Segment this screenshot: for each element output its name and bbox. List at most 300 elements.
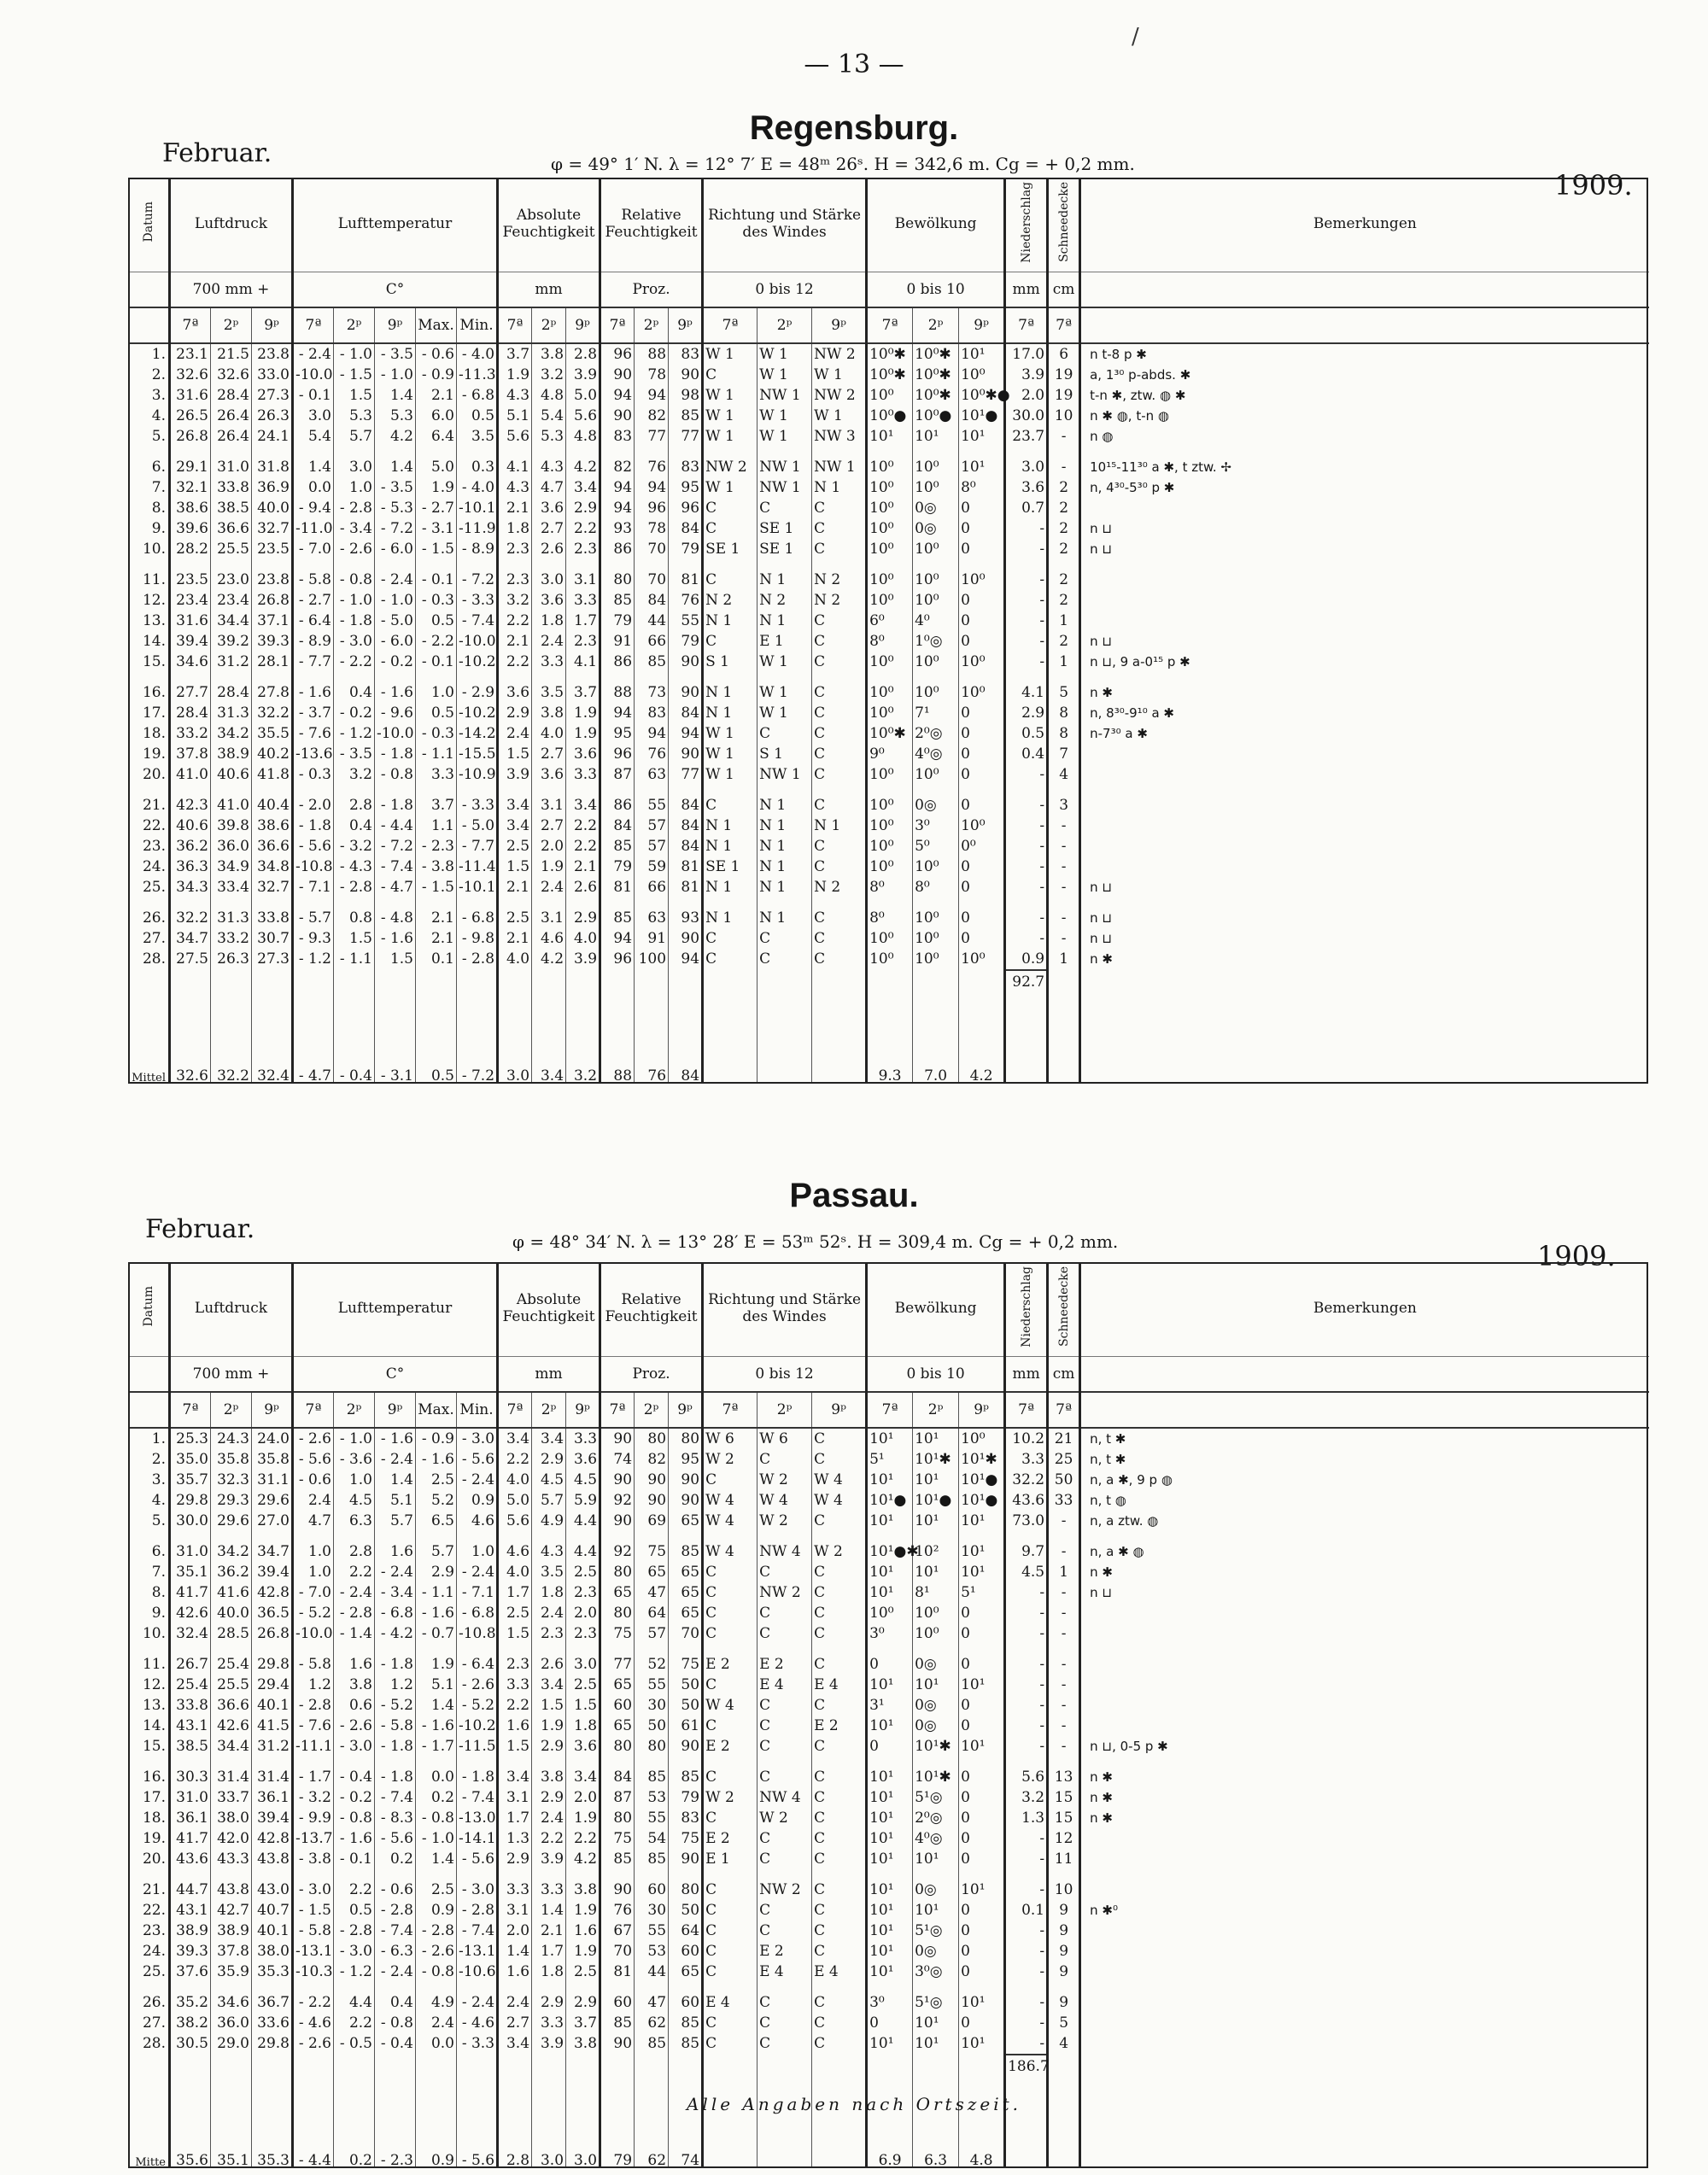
value-cell: 31.3 [211,908,252,928]
date-cell: 28. [129,949,170,970]
value-cell: 4 [1048,764,1080,785]
remark-cell: n, t ◍ [1080,1490,1649,1511]
remark-cell: n ⊔ [1080,908,1649,928]
value-cell: 11 [1048,1849,1080,1869]
value-cell: 2 [1048,477,1080,498]
remark-cell [1080,2013,1649,2033]
empty-cell [252,970,293,993]
row-gap [334,1644,375,1654]
value-cell: - 5.8 [375,1716,416,1736]
value-cell: 34.9 [211,857,252,877]
value-cell: 3.8 [566,1880,600,1900]
value-cell: 94 [669,949,703,970]
value-cell: 10¹● [959,406,1005,426]
value-cell: 88 [600,682,635,703]
value-cell: 75 [600,1623,635,1644]
unit-label: 700 mm + [170,1357,293,1393]
value-cell: - 3.0 [457,1428,498,1449]
value-cell: 43.0 [252,1880,293,1900]
table-row [129,1828,1649,1849]
value-cell: 3.7 [566,2013,600,2033]
value-cell: 21 [1048,1428,1080,1449]
value-cell: 39.6 [170,518,211,539]
empty-cell [375,993,416,1053]
row-gap [600,447,635,457]
row-gap [757,1982,812,1992]
empty-cell [334,2055,375,2078]
value-cell: C [812,611,867,631]
value-cell: 40.4 [252,795,293,816]
value-cell: 57 [635,1623,669,1644]
row-gap [252,1869,293,1880]
row-gap [635,672,669,682]
value-cell: 63 [635,908,669,928]
value-cell: 0 [959,1654,1005,1675]
value-cell: 3.1 [566,570,600,590]
term-label: 9ᵖ [566,307,600,343]
mean-value: - 4.4 [293,2137,334,2168]
row-gap [703,447,757,457]
value-cell: 35.7 [170,1470,211,1490]
value-cell: 10¹ [913,1675,959,1695]
value-cell: - 2.7 [293,590,334,611]
value-cell: 64 [635,1603,669,1623]
row-gap [566,447,600,457]
value-cell: 3.1 [532,908,566,928]
row-gap [867,1644,913,1654]
value-cell: 3.2 [498,590,532,611]
mean-label: Mitte [129,2137,170,2168]
value-cell: 35.5 [252,723,293,744]
col-header-relative-feuchtigkeit-text: Relative Feuchtigkeit [605,1291,698,1325]
value-cell: 35.8 [252,1449,293,1470]
value-cell: 9.7 [1005,1541,1048,1562]
value-cell: 3⁰ [867,1623,913,1644]
value-cell: 2.2 [566,836,600,857]
remark-cell: n ✱ [1080,949,1649,970]
row-gap [1005,672,1048,682]
row-gap [757,447,812,457]
remark-cell: n ⊔ [1080,539,1649,559]
term-label: Max. [416,1392,457,1428]
empty-cell [170,993,211,1053]
value-cell: - [1048,1623,1080,1644]
mean-value [757,1053,812,1084]
value-cell: 1.6 [498,1962,532,1982]
value-cell: - 5.7 [293,908,334,928]
mean-value: 0.2 [334,2137,375,2168]
row-gap [959,1869,1005,1880]
value-cell: - [1048,816,1080,836]
row-gap [600,559,635,570]
value-cell: - 5.0 [457,816,498,836]
value-cell: - 7.4 [457,1921,498,1941]
value-cell: 26.3 [252,406,293,426]
value-cell: 91 [635,928,669,949]
table-row [129,611,1649,631]
remark-cell [1080,590,1649,611]
value-cell: 41.8 [252,764,293,785]
row-gap [913,897,959,908]
value-cell: 5.1 [498,406,532,426]
value-cell: W 4 [703,1490,757,1511]
value-cell: 3.6 [532,764,566,785]
row-gap [635,1869,669,1880]
value-cell: 53 [635,1941,669,1962]
value-cell: - 1.8 [375,1736,416,1757]
value-cell: 82 [600,457,635,477]
date-cell: 9. [129,1603,170,1623]
value-cell: - [1005,652,1048,672]
value-cell: C [703,1921,757,1941]
value-cell: 90 [669,1490,703,1511]
term-label: 7ª [703,307,757,343]
empty-cell [416,970,457,993]
value-cell: - 2.6 [334,539,375,559]
remark-cell [1080,1675,1649,1695]
value-cell: 10⁰ [913,764,959,785]
row-gap [211,447,252,457]
empty-cell [635,970,669,993]
value-cell: 79 [600,857,635,877]
value-cell: 10⁰ [867,539,913,559]
value-cell: 32.2 [252,703,293,723]
value-cell: SE 1 [757,518,812,539]
value-cell: 0 [959,703,1005,723]
table-row [129,590,1649,611]
value-cell: - 9.3 [293,928,334,949]
table-row [129,1511,1649,1531]
value-cell: 4.0 [498,1470,532,1490]
value-cell: - [1048,1603,1080,1623]
remark-cell [1080,816,1649,836]
value-cell: 10¹ [959,457,1005,477]
value-cell: 38.9 [211,1921,252,1941]
value-cell: N 2 [757,590,812,611]
value-cell: C [812,1603,867,1623]
term-label: 9ᵖ [812,1392,867,1428]
value-cell: 86 [600,539,635,559]
value-cell: - 0.4 [334,1767,375,1787]
value-cell: 84 [669,795,703,816]
mean-value: 6.3 [913,2137,959,2168]
term-label: 7ª [498,1392,532,1428]
value-cell: -10.0 [457,631,498,652]
empty-cell [416,2055,457,2078]
value-cell: C [812,682,867,703]
value-cell: C [757,949,812,970]
value-cell: -10.2 [457,703,498,723]
row-gap [812,1757,867,1767]
value-cell: 44 [635,611,669,631]
value-cell: 1.4 [375,385,416,406]
date-cell: 1. [129,343,170,365]
value-cell: C [757,1449,812,1470]
value-cell: - 1.6 [375,1428,416,1449]
value-cell: 70 [669,1623,703,1644]
col-header-datum [129,1262,170,1357]
mean-value: 32.6 [170,1053,211,1084]
value-cell: 41.6 [211,1582,252,1603]
value-cell: 3.0 [566,1654,600,1675]
value-cell: 0 [959,795,1005,816]
table-row [129,457,1649,477]
value-cell: 55 [635,795,669,816]
table-row [129,539,1649,559]
value-cell: 33.4 [211,877,252,897]
value-cell: 80 [635,1428,669,1449]
value-cell: - 2.4 [293,343,334,365]
value-cell: 2 [1048,539,1080,559]
value-cell: 31.8 [252,457,293,477]
row-gap [532,1982,566,1992]
col-header-wind-text: Richtung und Stärke des Windes [708,1291,862,1325]
row-gap [457,1869,498,1880]
empty-cell [1048,1053,1080,1084]
col-header-schneedecke-text: Schneedecke [1056,1266,1071,1348]
table-row [129,385,1649,406]
term-label: 7ª [1005,307,1048,343]
value-cell: 4.7 [532,477,566,498]
value-cell: 43.1 [170,1716,211,1736]
table-row [129,816,1649,836]
value-cell: - 0.8 [375,764,416,785]
row-gap [703,897,757,908]
value-cell: 0.6 [334,1695,375,1716]
value-cell: W 1 [812,365,867,385]
row-gap [457,559,498,570]
value-cell: 32.7 [252,518,293,539]
remark-cell: n, a ✱ ◍ [1080,1541,1649,1562]
value-cell: C [757,1767,812,1787]
value-cell: N 2 [812,570,867,590]
value-cell: - 3.1 [416,518,457,539]
value-cell: 4.2 [566,1849,600,1869]
value-cell: 3.4 [498,2033,532,2055]
value-cell: 2.9 [532,1787,566,1808]
value-cell: -10.9 [457,764,498,785]
value-cell: 2.1 [498,928,532,949]
value-cell: - 2.6 [416,1941,457,1962]
value-cell: N 1 [757,877,812,897]
value-cell: 81 [669,857,703,877]
table-row [129,723,1649,744]
row-gap [959,1531,1005,1541]
term-label: 7ª [170,307,211,343]
value-cell: 43.6 [1005,1490,1048,1511]
value-cell: - 7.2 [457,570,498,590]
value-cell: 0 [959,1787,1005,1808]
term-label: 2ᵖ [913,1392,959,1428]
value-cell: 43.8 [211,1880,252,1900]
mean-value: 0.9 [416,2137,457,2168]
value-cell: C [812,2013,867,2033]
value-cell: - 3.3 [457,2033,498,2055]
row-gap [211,785,252,795]
value-cell: - 2.8 [375,1900,416,1921]
row-gap [457,447,498,457]
empty-cell [211,970,252,993]
value-cell: C [757,1603,812,1623]
value-cell: 4.2 [375,426,416,447]
table-row [129,764,1649,785]
col-header-bemerkungen [1080,1262,1649,1357]
value-cell: 4.0 [498,949,532,970]
value-cell: 2.7 [532,816,566,836]
value-cell: 0 [959,928,1005,949]
value-cell: 2.1 [416,928,457,949]
row-gap [867,1982,913,1992]
value-cell: 2.4 [498,723,532,744]
row-gap [498,447,532,457]
value-cell: - 7.1 [457,1582,498,1603]
date-cell: 18. [129,723,170,744]
value-cell: N 1 [812,477,867,498]
value-cell: 10¹✱ [913,1736,959,1757]
station-name-passau: Passau. [789,1177,919,1214]
value-cell: C [703,1470,757,1490]
value-cell: 10¹ [867,1880,913,1900]
value-cell: 85 [600,590,635,611]
value-cell: 65 [600,1582,635,1603]
value-cell: 1.8 [532,1962,566,1982]
value-cell: - 0.1 [293,385,334,406]
value-cell: - 2.6 [293,2033,334,2055]
value-cell: 2.1 [498,877,532,897]
value-cell: 0 [959,539,1005,559]
value-cell: 23.8 [252,570,293,590]
value-cell: 23.7 [1005,426,1048,447]
value-cell: C [812,949,867,970]
table-row [129,1582,1649,1603]
row-gap [1005,785,1048,795]
value-cell: 3.4 [532,1675,566,1695]
date-cell: 21. [129,795,170,816]
value-cell: C [757,1736,812,1757]
value-cell: - [1048,1675,1080,1695]
row-gap [457,1982,498,1992]
value-cell: 1 [1048,1562,1080,1582]
value-cell: E 2 [757,1654,812,1675]
value-cell: 26.8 [252,1623,293,1644]
row-gap [703,1869,757,1880]
row-gap [1005,1531,1048,1541]
value-cell: 75 [669,1654,703,1675]
value-cell: W 1 [757,365,812,385]
value-cell: 81 [600,877,635,897]
value-cell: - 3.5 [375,343,416,365]
value-cell: 2.9 [532,1736,566,1757]
row-gap [375,785,416,795]
value-cell: 5.7 [334,426,375,447]
value-cell: - 6.0 [375,539,416,559]
value-cell: 47 [635,1582,669,1603]
unit-label: 0 bis 10 [867,272,1005,308]
value-cell: 1.5 [498,1623,532,1644]
term-label: 7ª [600,307,635,343]
row-gap [812,1982,867,1992]
value-cell: 2⁰◎ [913,723,959,744]
value-cell: 31.2 [252,1736,293,1757]
unit-label-empty [129,272,170,308]
value-cell: - 7.0 [293,539,334,559]
col-header-absolute-feuchtigkeit-text: Absolute Feuchtigkeit [502,1291,595,1325]
table-row [129,1941,1649,1962]
value-cell: 0 [959,744,1005,764]
row-gap [600,1869,635,1880]
value-cell: -13.7 [293,1828,334,1849]
value-cell: 87 [600,1787,635,1808]
value-cell: - 3.8 [293,1849,334,1869]
value-cell: - 2.4 [375,1562,416,1582]
value-cell: 2⁰◎ [913,1808,959,1828]
value-cell: -10.1 [457,498,498,518]
mean-value: 3.4 [532,1053,566,1084]
value-cell: - 3.0 [334,1941,375,1962]
value-cell: - 7.7 [293,652,334,672]
value-cell: 29.6 [252,1490,293,1511]
value-cell: 10⁰ [867,857,913,877]
value-cell: 10¹ [867,1562,913,1582]
value-cell: 2.5 [566,1562,600,1582]
date-cell: 26. [129,908,170,928]
value-cell: 77 [669,764,703,785]
value-cell: -11.1 [293,1736,334,1757]
table-row [129,795,1649,816]
table-row [129,949,1649,970]
date-cell: 6. [129,1541,170,1562]
value-cell: 26.8 [170,426,211,447]
mean-value [703,2137,757,2168]
value-cell: 87 [600,764,635,785]
term-label: 9ᵖ [566,1392,600,1428]
value-cell: - 2.8 [293,1695,334,1716]
value-cell: - [1048,908,1080,928]
unit-label: cm [1048,1357,1080,1393]
value-cell: 85 [669,1767,703,1787]
value-cell: 10⁰✱ [867,343,913,365]
value-cell: 10¹ [913,1470,959,1490]
row-gap [812,559,867,570]
value-cell: 34.6 [211,1992,252,2013]
value-cell: 10¹ [867,1716,913,1736]
value-cell: - 1.0 [416,1828,457,1849]
value-cell: 3.8 [532,343,566,365]
value-cell: 32.3 [211,1470,252,1490]
value-cell: C [757,498,812,518]
value-cell: 10⁰✱ [913,343,959,365]
remark-cell [1080,1623,1649,1644]
value-cell: - 1.0 [375,590,416,611]
row-gap [867,897,913,908]
value-cell: E 2 [757,1941,812,1962]
value-cell: - [1005,816,1048,836]
remark-cell [1080,1962,1649,1982]
value-cell: 2.2 [498,611,532,631]
table-row [129,570,1649,590]
value-cell: 3.4 [498,795,532,816]
value-cell: 1.1 [416,816,457,836]
row-gap [334,672,375,682]
empty-cell [1080,1053,1649,1084]
value-cell: 10⁰ [913,908,959,928]
value-cell: -11.0 [293,518,334,539]
value-cell: 10¹✱ [959,1449,1005,1470]
row-gap [913,785,959,795]
value-cell: W 4 [703,1541,757,1562]
value-cell: C [812,1808,867,1828]
term-label: 7ª [1048,1392,1080,1428]
